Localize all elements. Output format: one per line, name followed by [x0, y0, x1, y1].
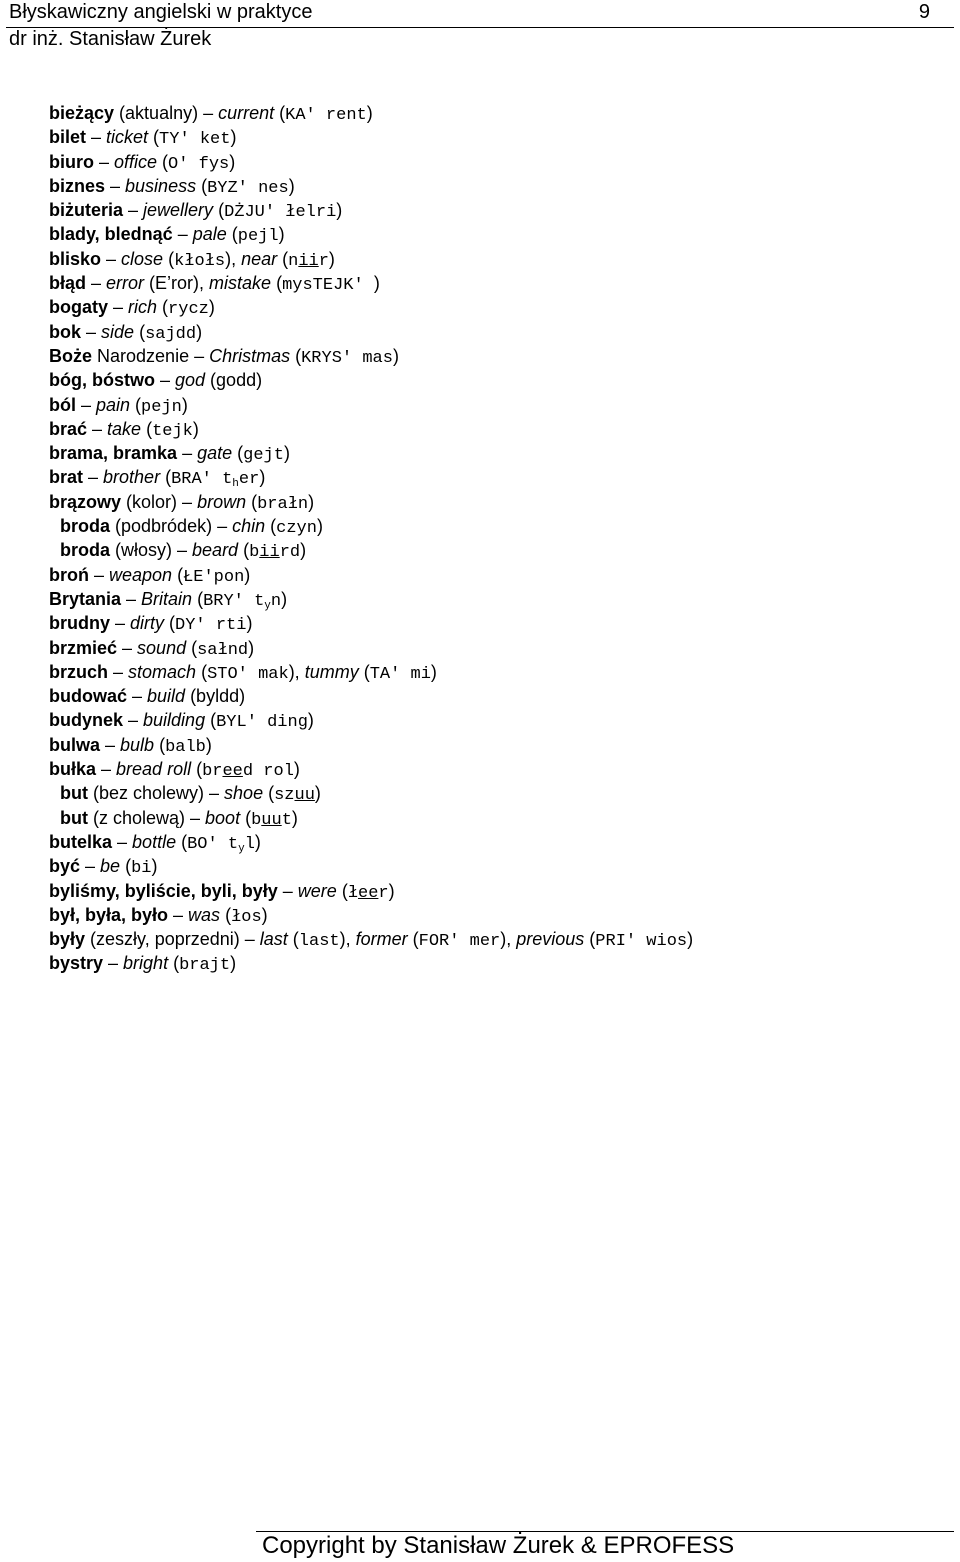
- entry-text: (: [287, 929, 299, 950]
- english-term: gate: [197, 443, 233, 464]
- entry-text: ): [248, 637, 255, 658]
- english-term: Britain: [141, 588, 193, 609]
- english-term: shoe: [224, 783, 264, 804]
- entry-text: (: [271, 273, 283, 294]
- polish-term: bogaty: [49, 297, 109, 318]
- pronunciation: ii: [259, 543, 280, 563]
- pronunciation: O′ fys: [168, 154, 230, 174]
- english-term: business: [125, 175, 197, 196]
- entry-text: ): [687, 929, 694, 950]
- pronunciation: d rol: [242, 762, 294, 782]
- english-term: former: [355, 929, 408, 950]
- entry-text: ): [314, 783, 321, 804]
- polish-term: brama, bramka: [49, 443, 178, 464]
- english-term: Christmas: [209, 345, 291, 366]
- vocabulary-entry: [49, 563, 949, 587]
- english-term: brother: [103, 467, 161, 488]
- vocabulary-entry: [49, 611, 949, 635]
- entry-text: ): [308, 491, 315, 512]
- vocabulary-entry: [49, 222, 949, 246]
- pronunciation: ł: [347, 883, 359, 903]
- entry-text: –: [76, 394, 97, 415]
- entry-text: –: [108, 297, 129, 318]
- vocabulary-entry: [49, 951, 949, 975]
- polish-term: budynek: [49, 710, 124, 731]
- entry-text: –: [86, 127, 107, 148]
- english-term: jewellery: [143, 200, 214, 221]
- polish-term: bułka: [49, 759, 97, 780]
- polish-term: blisko: [49, 248, 102, 269]
- entry-text: ): [230, 953, 237, 974]
- entry-text: ): [307, 710, 314, 731]
- polish-term: biżuteria: [49, 200, 124, 221]
- entry-text: ),: [500, 929, 517, 950]
- pronunciation: mysTEJK′: [282, 276, 374, 296]
- entry-text: ): [316, 516, 323, 537]
- vocabulary-entry: [49, 708, 949, 732]
- entry-text: ): [328, 248, 335, 269]
- english-term: were: [297, 880, 337, 901]
- entry-text: Narodzenie –: [92, 345, 210, 366]
- pronunciation: sajdd: [145, 324, 197, 344]
- vocabulary-entry: [49, 781, 949, 805]
- entry-text: (: [196, 661, 208, 682]
- pronunciation: BYL′ ding: [216, 713, 308, 733]
- english-term: build: [147, 686, 186, 707]
- entry-text: (: [192, 588, 204, 609]
- entry-text: (z cholewą) –: [87, 807, 206, 828]
- entry-text: ): [244, 564, 251, 585]
- entry-text: (: [246, 491, 258, 512]
- pronunciation: czyn: [276, 519, 317, 539]
- entry-text: ): [283, 443, 290, 464]
- copyright-notice: Copyright by Stanisław Żurek & EPROFESS: [262, 1532, 735, 1559]
- pronunciation: gejt: [243, 446, 284, 466]
- entry-text: (E’ror),: [144, 273, 210, 294]
- entry-text: –: [123, 200, 144, 221]
- entry-text: (: [232, 443, 244, 464]
- entry-text: –: [177, 443, 198, 464]
- english-term: bread roll: [116, 759, 192, 780]
- vocabulary-entry: [49, 660, 949, 684]
- entry-text: ): [293, 759, 300, 780]
- entry-text: –: [123, 710, 144, 731]
- pronunciation: sz: [274, 786, 295, 806]
- polish-term: byłу: [49, 929, 86, 950]
- entry-text: –: [154, 370, 175, 391]
- pronunciation: brajt: [179, 956, 231, 976]
- entry-text: ): [373, 273, 380, 294]
- english-term: bright: [123, 953, 169, 974]
- polish-term: bystry: [49, 953, 104, 974]
- entry-text: –: [96, 759, 117, 780]
- pronunciation: t: [281, 810, 292, 830]
- vocabulary-list: [49, 101, 949, 976]
- vocabulary-entry: [49, 101, 949, 125]
- english-term: side: [101, 321, 135, 342]
- english-term: rich: [128, 297, 158, 318]
- english-term: stomach: [128, 661, 197, 682]
- polish-term: Brytania: [49, 588, 122, 609]
- entry-text: ): [300, 540, 307, 561]
- polish-term: brat: [49, 467, 84, 488]
- page-header: [6, 0, 954, 28]
- vocabulary-entry: [49, 514, 949, 538]
- polish-term: być: [49, 856, 81, 877]
- pronunciation: uu: [294, 786, 315, 806]
- vocabulary-entry: [49, 879, 949, 903]
- english-term: bottle: [132, 831, 177, 852]
- pronunciation: r: [378, 883, 389, 903]
- pronunciation: BYZ′ nes: [207, 178, 289, 198]
- pronunciation: last: [298, 932, 340, 952]
- entry-text: (: [130, 394, 142, 415]
- english-term: pain: [96, 394, 131, 415]
- vocabulary-entry: [49, 125, 949, 149]
- vocabulary-entry: [49, 927, 949, 951]
- vocabulary-entry: [49, 174, 949, 198]
- entry-text: (: [584, 929, 596, 950]
- entry-text: ): [430, 661, 437, 682]
- english-term: ticket: [106, 127, 149, 148]
- entry-text: ): [288, 175, 295, 196]
- entry-text: (: [290, 345, 302, 366]
- vocabulary-entry: [49, 320, 949, 344]
- vocabulary-entry: [49, 587, 949, 611]
- entry-text: –: [86, 273, 107, 294]
- entry-text: (: [164, 613, 176, 634]
- english-term: weapon: [109, 564, 173, 585]
- entry-text: (: [196, 175, 208, 196]
- entry-text: (: [205, 710, 217, 731]
- polish-term: brudny: [49, 613, 110, 634]
- entry-text: (: [277, 248, 289, 269]
- vocabulary-entry: [49, 903, 949, 927]
- vocabulary-entry: [49, 465, 949, 489]
- vocabulary-entry: [49, 636, 949, 660]
- polish-term: broda: [60, 516, 111, 537]
- pronunciation: bi: [131, 859, 152, 879]
- entry-text: –: [277, 880, 298, 901]
- entry-text: ),: [225, 248, 242, 269]
- polish-term: bulwa: [49, 734, 101, 755]
- entry-text: (zeszły, poprzedni) –: [85, 929, 260, 950]
- english-term: near: [241, 248, 278, 269]
- entry-text: (: [336, 880, 348, 901]
- entry-text: –: [80, 856, 101, 877]
- vocabulary-entry: [49, 806, 949, 830]
- entry-text: (: [168, 953, 180, 974]
- entry-text: ): [205, 734, 212, 755]
- entry-text: (: [176, 831, 188, 852]
- entry-text: –: [87, 418, 108, 439]
- polish-term: błąd: [49, 273, 87, 294]
- polish-term: but: [60, 783, 88, 804]
- polish-term: ból: [49, 394, 76, 415]
- english-term: error: [106, 273, 145, 294]
- english-term: brown: [197, 491, 247, 512]
- polish-term: blady, blednąć: [49, 224, 173, 245]
- entry-text: (: [274, 103, 286, 123]
- entry-text: (: [163, 248, 175, 269]
- english-term: sound: [137, 637, 187, 658]
- english-term: boot: [205, 807, 241, 828]
- entry-text: –: [89, 564, 110, 585]
- english-term: was: [188, 904, 221, 925]
- pronunciation: y: [264, 599, 271, 612]
- pronunciation: STO′ mak: [207, 664, 289, 684]
- entry-text: (włosy) –: [110, 540, 193, 561]
- entry-text: (: [407, 929, 419, 950]
- entry-text: (: [141, 418, 153, 439]
- entry-text: ): [388, 880, 395, 901]
- pronunciation: kłołs: [174, 251, 226, 271]
- entry-text: –: [117, 637, 138, 658]
- entry-text: ): [336, 200, 343, 221]
- entry-text: –: [108, 661, 129, 682]
- vocabulary-entry: [49, 684, 949, 708]
- pronunciation: tejk: [152, 421, 193, 441]
- vocabulary-entry: [49, 417, 949, 441]
- vocabulary-entry: [49, 490, 949, 514]
- entry-text: –: [112, 831, 133, 852]
- vocabulary-entry: [49, 830, 949, 854]
- pronunciation: br: [202, 762, 223, 782]
- entry-text: (: [157, 297, 169, 318]
- entry-text: (: [154, 734, 166, 755]
- pronunciation: FOR′ mer: [418, 932, 501, 952]
- page-footer: [256, 1531, 954, 1559]
- entry-text: (: [265, 516, 277, 537]
- pronunciation: h: [232, 478, 239, 491]
- english-term: dirty: [130, 613, 165, 634]
- polish-term: Boże: [49, 345, 93, 366]
- pronunciation: pejl: [237, 227, 279, 247]
- entry-text: ): [278, 224, 285, 245]
- entry-text: –: [100, 734, 121, 755]
- polish-term: broda: [60, 540, 111, 561]
- polish-term: bóg, bóstwo: [49, 370, 155, 391]
- english-term: previous: [516, 929, 585, 950]
- polish-term: bok: [49, 321, 82, 342]
- entry-text: (: [213, 200, 225, 221]
- entry-text: (: [160, 467, 172, 488]
- vocabulary-entry: [49, 344, 949, 368]
- entry-text: (: [220, 904, 232, 925]
- english-term: current: [218, 103, 275, 123]
- vocabulary-entry: [49, 854, 949, 878]
- entry-text: –: [83, 467, 104, 488]
- entry-text: ): [229, 151, 236, 172]
- page-number: 9: [918, 1, 930, 23]
- entry-text: ): [230, 127, 237, 148]
- polish-term: biuro: [49, 151, 94, 172]
- english-term: last: [259, 929, 288, 950]
- english-term: close: [121, 248, 164, 269]
- pronunciation: BO′ t: [187, 834, 239, 854]
- vocabulary-entry: [49, 368, 949, 392]
- polish-term: był, była, było: [49, 904, 169, 925]
- pronunciation: DY′ rti: [175, 616, 247, 636]
- english-term: building: [143, 710, 206, 731]
- pronunciation: n: [288, 251, 299, 271]
- entry-text: ): [392, 345, 399, 366]
- english-term: beard: [192, 540, 239, 561]
- pronunciation: n: [270, 591, 282, 611]
- pronunciation: TY′ ket: [159, 130, 231, 150]
- pronunciation: BRY′ t: [203, 591, 265, 611]
- vocabulary-entry: [49, 538, 949, 562]
- pronunciation: KA′ rent: [285, 106, 367, 125]
- entry-text: ): [192, 418, 199, 439]
- entry-text: (godd): [205, 370, 263, 391]
- pronunciation: ee: [222, 762, 243, 782]
- entry-text: ),: [288, 661, 305, 682]
- entry-text: –: [94, 151, 115, 172]
- pronunciation: pejn: [141, 397, 182, 417]
- entry-text: –: [101, 248, 122, 269]
- pronunciation: balb: [165, 737, 206, 757]
- pronunciation: l: [244, 834, 255, 854]
- pronunciation: sałnd: [197, 640, 249, 660]
- entry-text: –: [121, 588, 142, 609]
- pronunciation: ŁE'pon: [183, 567, 245, 587]
- pronunciation: uu: [261, 810, 282, 830]
- author-line: dr inż. Stanisław Żurek: [9, 28, 212, 50]
- entry-text: –: [127, 686, 148, 707]
- pronunciation: KRYS′ mas: [301, 348, 393, 368]
- pronunciation: TA′ mi: [369, 664, 431, 684]
- entry-text: (: [358, 661, 370, 682]
- entry-text: (: [238, 540, 250, 561]
- entry-text: (podbródek) –: [110, 516, 233, 537]
- pronunciation: r: [318, 251, 329, 271]
- entry-text: (: [186, 637, 198, 658]
- entry-text: (: [172, 564, 184, 585]
- polish-term: brzmieć: [49, 637, 118, 658]
- entry-text: ): [281, 588, 288, 609]
- entry-text: –: [105, 175, 126, 196]
- english-term: chin: [232, 516, 266, 537]
- pronunciation: DŻJU′ łelri: [224, 203, 337, 223]
- polish-term: bieżący: [49, 103, 115, 123]
- pronunciation: brałn: [257, 494, 309, 514]
- entry-text: (: [226, 224, 238, 245]
- vocabulary-entry: [49, 441, 949, 465]
- vocabulary-entry: [49, 150, 949, 174]
- entry-text: (: [157, 151, 169, 172]
- entry-text: ): [366, 103, 373, 123]
- entry-text: (: [148, 127, 160, 148]
- entry-text: (kolor) –: [121, 491, 198, 512]
- document-title: Błyskawiczny angielski w praktyce: [9, 1, 313, 23]
- pronunciation: łos: [231, 907, 262, 927]
- polish-term: butelka: [49, 831, 113, 852]
- entry-text: ): [291, 807, 298, 828]
- entry-text: ): [254, 831, 261, 852]
- entry-text: (: [240, 807, 252, 828]
- polish-term: brzuch: [49, 661, 109, 682]
- entry-text: ),: [339, 929, 356, 950]
- english-term: mistake: [209, 273, 272, 294]
- entry-text: ): [246, 613, 253, 634]
- polish-term: brązowy: [49, 491, 122, 512]
- vocabulary-entry: [49, 247, 949, 271]
- polish-term: brać: [49, 418, 88, 439]
- entry-text: (aktualny) –: [114, 103, 219, 123]
- polish-term: byliśmy, byliście, byli, były: [49, 880, 278, 901]
- entry-text: ): [151, 856, 158, 877]
- entry-text: –: [81, 321, 102, 342]
- pronunciation: ee: [358, 883, 379, 903]
- entry-text: –: [168, 904, 189, 925]
- entry-text: ): [196, 321, 203, 342]
- english-term: be: [100, 856, 121, 877]
- entry-text: –: [103, 953, 124, 974]
- entry-text: (byldd): [185, 686, 246, 707]
- polish-term: but: [60, 807, 88, 828]
- pronunciation: rycz: [168, 300, 209, 320]
- vocabulary-entry: [49, 295, 949, 319]
- english-term: god: [175, 370, 206, 391]
- english-term: tummy: [304, 661, 359, 682]
- english-term: pale: [192, 224, 227, 245]
- entry-text: (bez cholewy) –: [87, 783, 225, 804]
- vocabulary-entry: [49, 393, 949, 417]
- vocabulary-entry: [49, 733, 949, 757]
- entry-text: –: [172, 224, 193, 245]
- pronunciation: BRA′ t: [171, 470, 233, 490]
- pronunciation: ii: [298, 251, 319, 271]
- pronunciation: y: [238, 842, 245, 855]
- vocabulary-entry: [49, 271, 949, 295]
- polish-term: bilet: [49, 127, 87, 148]
- pronunciation: rd: [279, 543, 301, 563]
- entry-text: ): [261, 904, 268, 925]
- polish-term: budować: [49, 686, 128, 707]
- entry-text: ): [181, 394, 188, 415]
- pronunciation: PRI′ wios: [595, 932, 688, 952]
- pronunciation: b: [249, 543, 260, 563]
- entry-text: ): [259, 467, 266, 488]
- vocabulary-entry: [49, 757, 949, 781]
- english-term: bulb: [120, 734, 155, 755]
- entry-text: (: [191, 759, 203, 780]
- entry-text: (: [120, 856, 132, 877]
- pronunciation: er: [238, 470, 260, 490]
- entry-text: (: [134, 321, 146, 342]
- polish-term: broń: [49, 564, 89, 585]
- entry-text: –: [110, 613, 131, 634]
- english-term: office: [114, 151, 158, 172]
- vocabulary-entry: [49, 198, 949, 222]
- english-term: take: [107, 418, 142, 439]
- pronunciation: b: [251, 810, 262, 830]
- polish-term: biznes: [49, 175, 106, 196]
- entry-text: ): [208, 297, 215, 318]
- entry-text: (: [263, 783, 275, 804]
